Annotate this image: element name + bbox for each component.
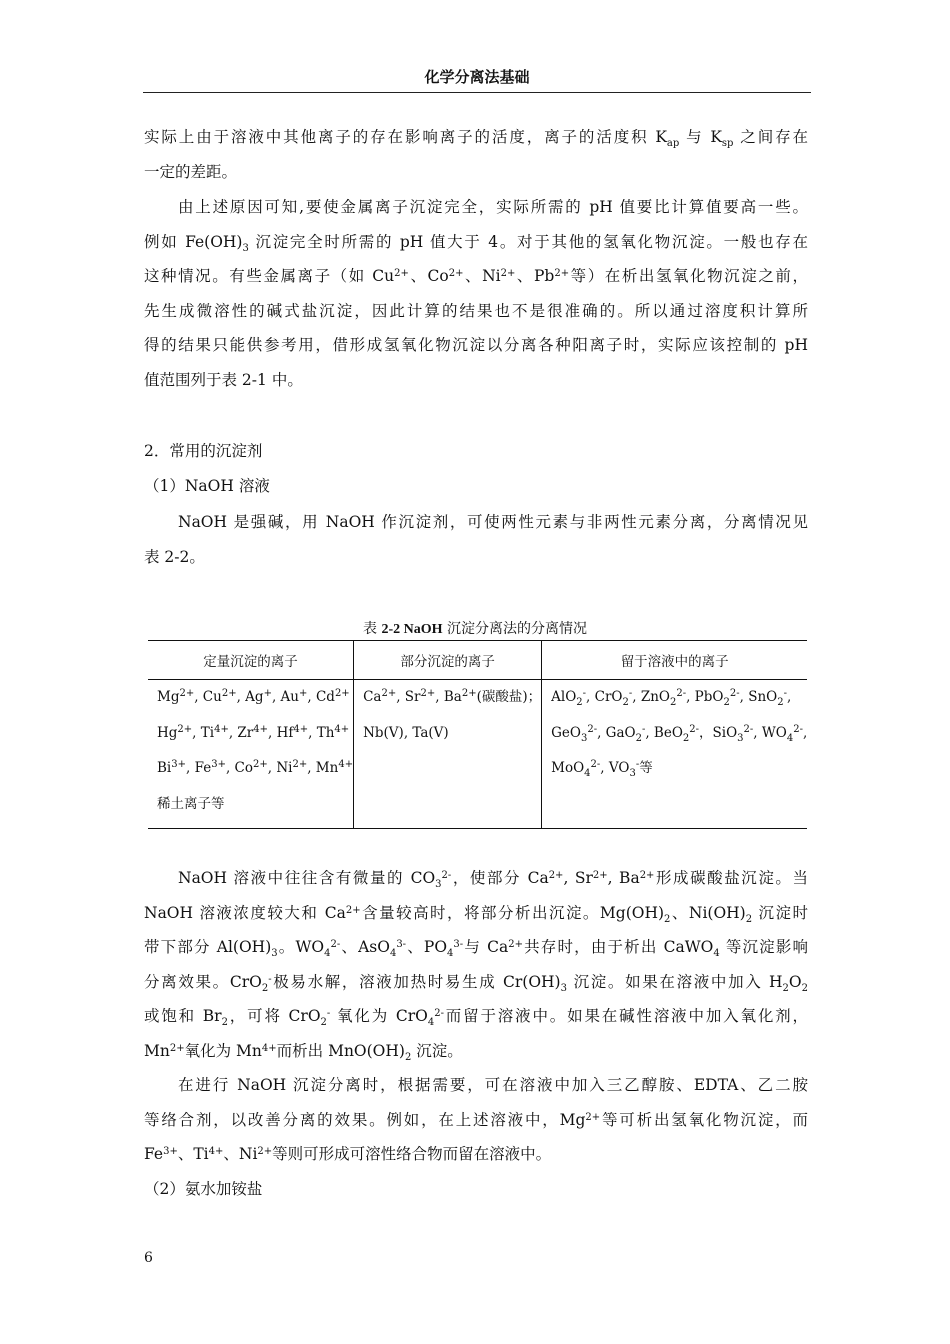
text-line: 由上述原因可知,要使金属离子沉淀完全，实际所需的 pH 值要比计算值要高一些。 bbox=[178, 198, 808, 216]
text-line: 表 2-2。 bbox=[144, 547, 205, 566]
text-line: 实际上由于溶液中其他离子的存在影响离子的活度，离子的活度积 $K_{ap}$ 与 $K_{sp}$ 之间存在 bbox=[144, 128, 808, 149]
table-header-row bbox=[148, 641, 807, 680]
text-line: 等络合剂，以改善分离的效果。例如，在上述溶液中，$Mg^{2+}$等可析出氢氧化物沉淀，而 bbox=[144, 1110, 808, 1129]
table-row bbox=[148, 680, 807, 829]
section-heading bbox=[144, 434, 808, 503]
page-number: 6 bbox=[144, 1250, 153, 1266]
text-line: 分离效果。CrO$_2$-极易水解，溶液加热时易生成 $Cr(OH)_3$ 沉淀。如果在溶液中加入 $H_2O_2$ bbox=[144, 972, 808, 994]
text-line: $Mn^{2+}$氧化为 $Mn^{4+}$而析出 $MnO(OH)_2$ 沉淀。 bbox=[144, 1041, 463, 1063]
text-line: NaOH 溶液中往往含有微量的 $CO_3^{2-}$，使部分 $Ca^{2+}$, $Sr^{2+}$, $Ba^{2+}$形成碳酸盐沉淀。当 bbox=[178, 869, 808, 890]
text-line: 一定的差距。 bbox=[144, 162, 238, 181]
text-line: $Fe^{3+}$、$Ti^{4+}$、$Ni^{2+}$等则可形成可溶性络合物而留在溶液中。 bbox=[144, 1145, 552, 1163]
column-header: 留于溶液中的离子 bbox=[542, 641, 808, 680]
subheading-ammonia: （2）氨水加铵盐 bbox=[144, 1179, 263, 1198]
text-line: NaOH 是强碱，用 NaOH 作沉淀剂，可使两性元素与非两性元素分离，分离情况见 bbox=[178, 513, 808, 531]
separation-table bbox=[148, 640, 807, 829]
paragraph-4 bbox=[144, 861, 808, 1068]
paragraph-1 bbox=[144, 120, 808, 189]
text-line: 在进行 NaOH 沉淀分离时，根据需要，可在溶液中加入三乙醇胺、EDTA、乙二胺 bbox=[178, 1076, 808, 1094]
column-header: 部分沉淀的离子 bbox=[354, 641, 542, 680]
text-line: 值范围列于表 2-1 中。 bbox=[144, 370, 303, 389]
subheading-naoh: （1）NaOH 溶液 bbox=[144, 476, 270, 495]
paragraph-5 bbox=[144, 1068, 808, 1206]
text-line: 这种情况。有些金属离子（如 $Cu^{2+}$、$Co^{2+}$、$Ni^{2+}$、$Pb^{2+}$等）在析出氢氧化物沉淀之前， bbox=[144, 267, 808, 285]
cell-quantitative-ions: $Mg^{2+}$, $Cu^{2+}$, Ag+, Au+, $Cd^{2+}$ $Hg^{2+}$, $Ti^{4+}$, $Zr^{4+}$, $Hf^{4+}$, $Th^{4+}$ $Bi^{3+}$, $Fe^{3+}$, $Co^{2+}$, $Ni^{2+}$, $Mn^{4+}$ 稀土离子等 bbox=[148, 680, 354, 829]
table-caption: 表 2-2 NaOH 沉淀分离法的分离情况 bbox=[363, 621, 587, 637]
paragraph-3 bbox=[144, 505, 808, 574]
heading-common-precipitants: 2．常用的沉淀剂 bbox=[144, 442, 263, 460]
page-header bbox=[143, 64, 811, 93]
text-line: 或饱和 $Br_2$，可将 CrO$_2$- 氧化为 CrO$_4^{2-}$而留于溶液中。如果在碱性溶液中加入氧化剂， bbox=[144, 1007, 808, 1028]
paragraph-2 bbox=[144, 190, 808, 397]
cell-solution-ions: AlO$_2$-, CrO$_2$-, ZnO$_2^{2-}$, PbO$_2^{2-}$, SnO$_2$-, GeO$_3^{2-}$, GaO$_2$-, BeO$_2^{2-}$，SiO$_3^{2-}$, $WO_4^{2-}$, MoO$_4^{2-}$, $VO_3^-$等 bbox=[542, 680, 808, 829]
column-header: 定量沉淀的离子 bbox=[148, 641, 354, 680]
text-line: 先生成微溶性的碱式盐沉淀，因此计算的结果也不是很准确的。所以通过溶度积计算所 bbox=[144, 301, 808, 320]
text-line: 例如 $Fe(OH)_3$ 沉淀完全时所需的 pH 值大于 4。对于其他的氢氧化物沉淀。一般也存在 bbox=[144, 232, 809, 254]
text-line: NaOH 溶液浓度较大和 $Ca^{2+}$含量较高时，将部分析出沉淀。$Mg(OH)_2$、$Ni(OH)_2$ 沉淀时 bbox=[144, 903, 808, 925]
header-title: 化学分离法基础 bbox=[424, 68, 530, 86]
cell-partial-ions: $Ca^{2+}$, $Sr^{2+}$, $Ba^{2+}$(碳酸盐)； Nb(V), Ta(V) bbox=[354, 680, 542, 829]
text-line: 得的结果只能供参考用，借形成氢氧化物沉淀以分离各种阳离子时，实际应该控制的 pH bbox=[144, 336, 808, 354]
text-line: 带下部分 $Al(OH)_3$。$WO_4^{2-}$、AsO$_4^{3-}$、$PO_4^{3-}$与 $Ca^{2+}$共存时，由于析出 CaWO$_4$ 等沉淀影响 bbox=[144, 938, 808, 959]
